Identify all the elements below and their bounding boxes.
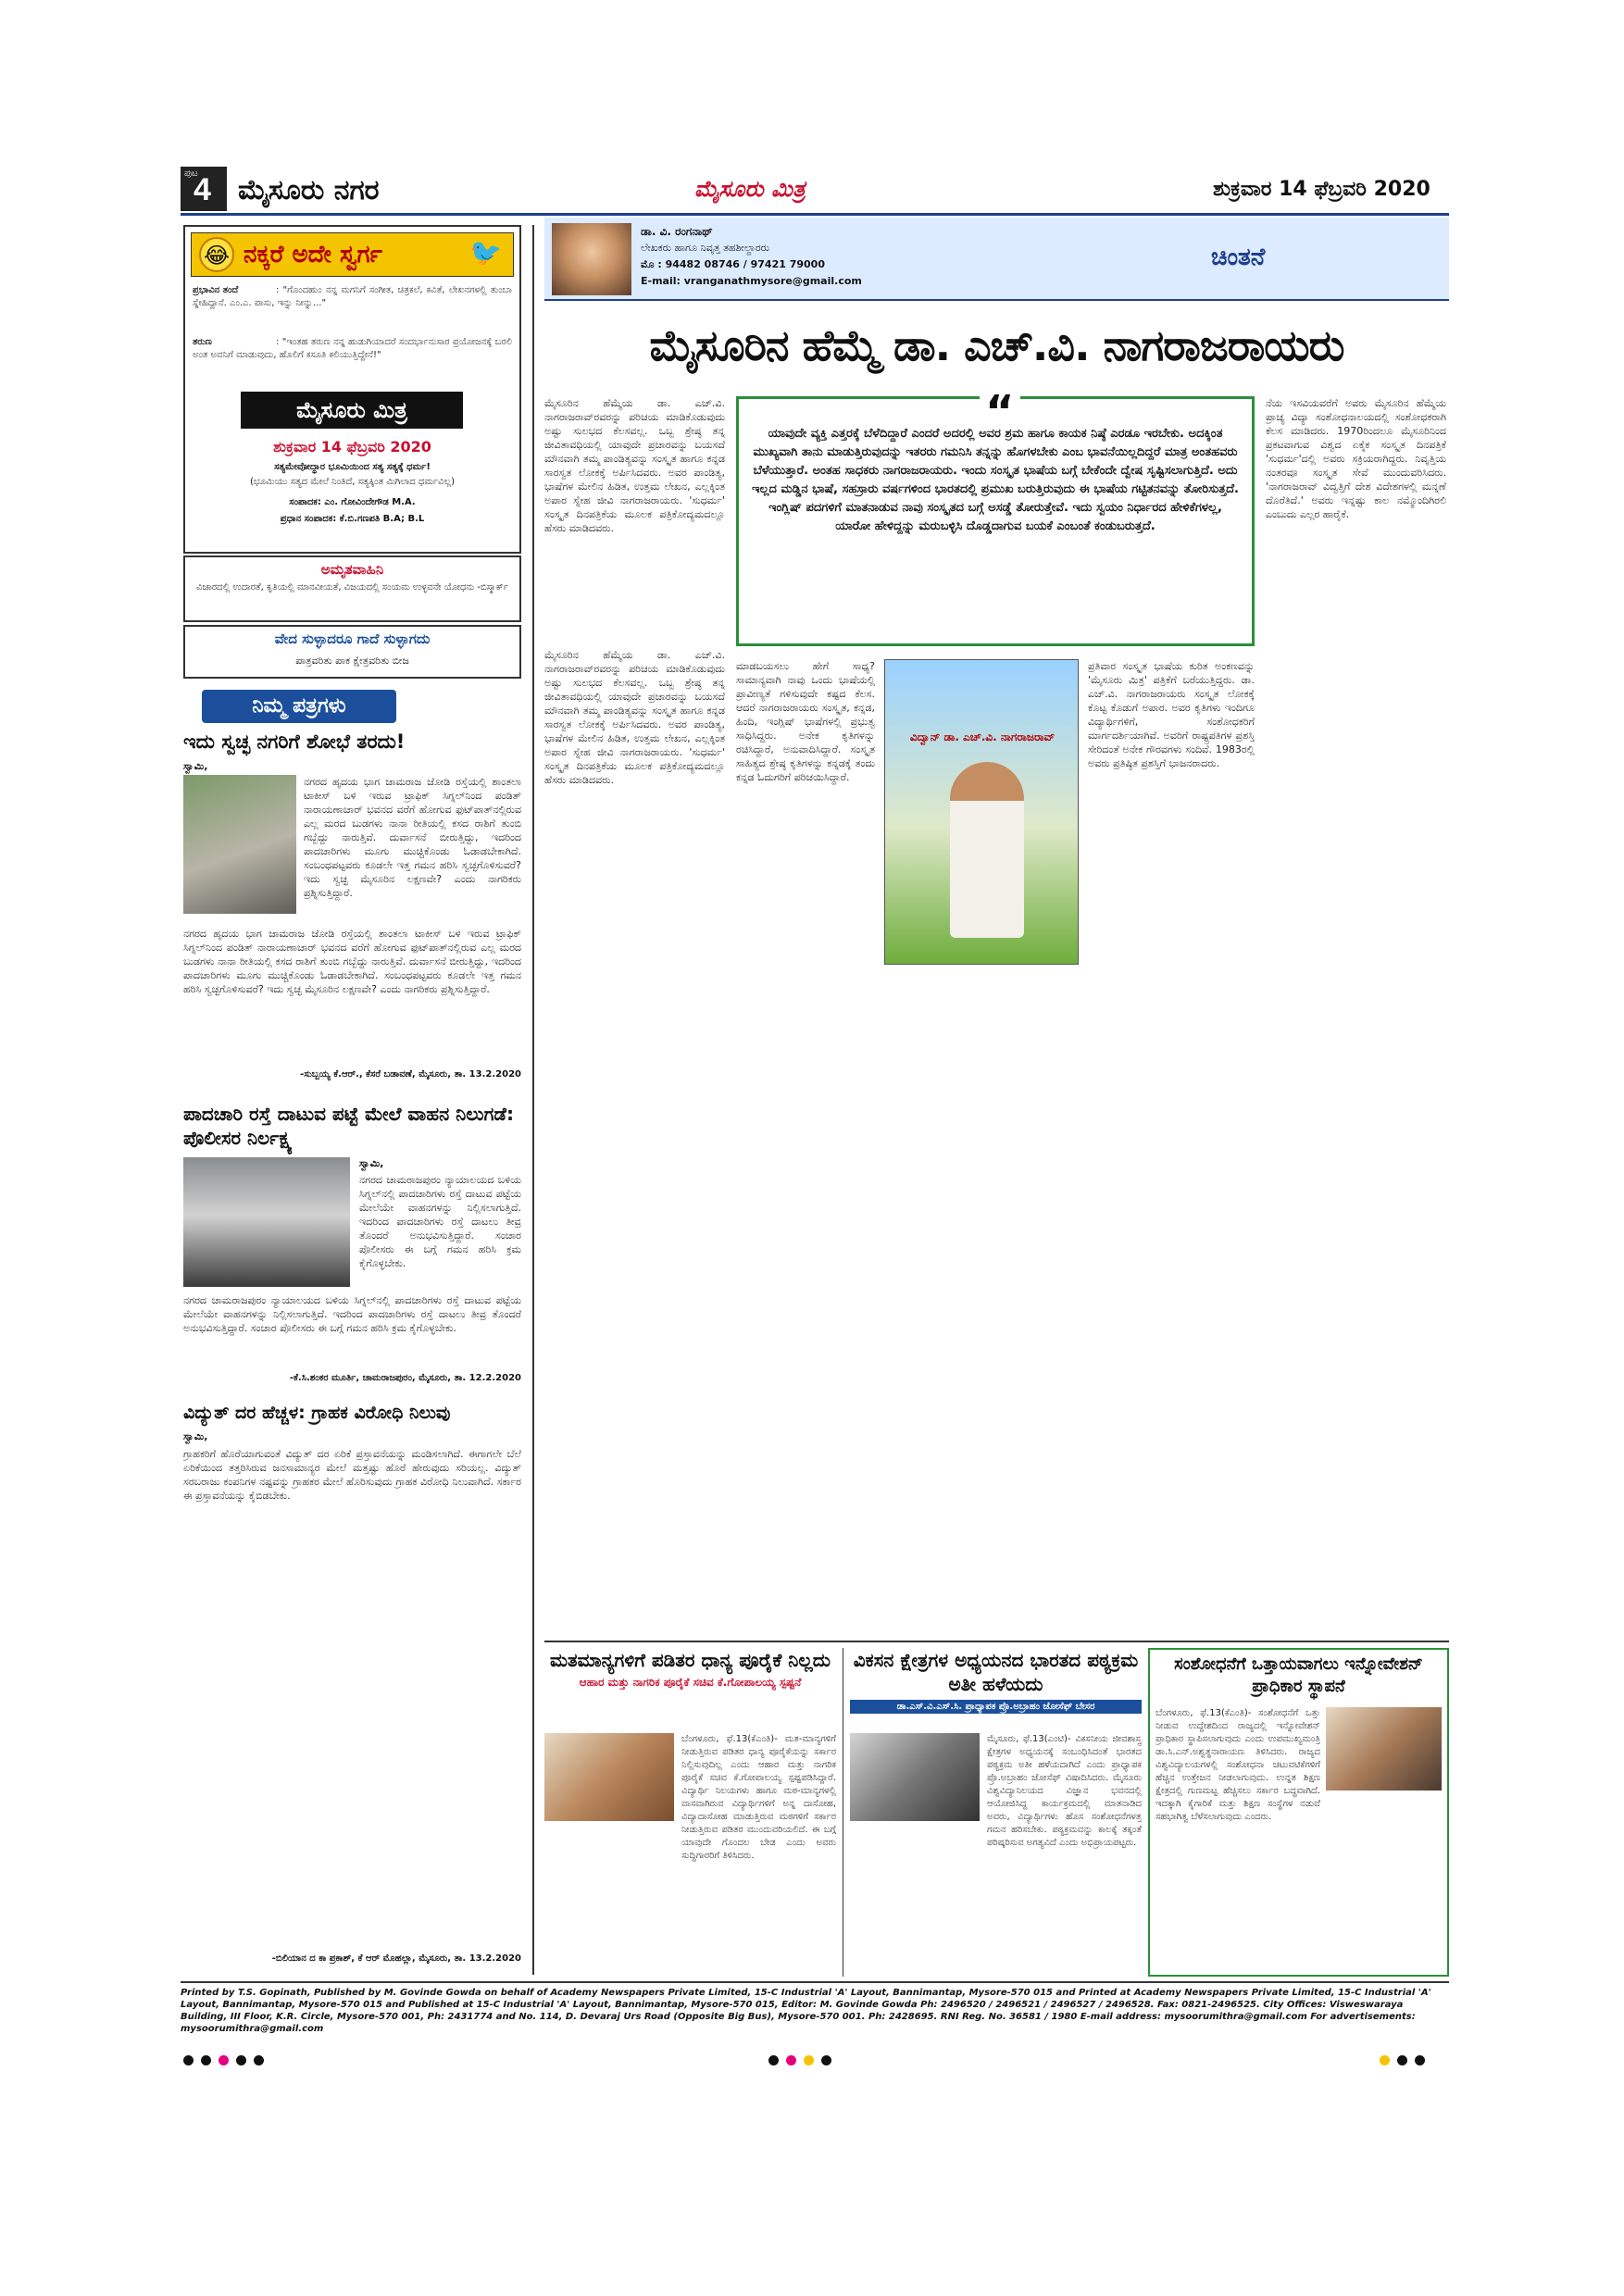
letter-body: ನಗರದ ಚಾಮರಾಜಪುರಂ ನ್ಯಾಯಾಲಯದ ಬಳಿಯ ಸಿಗ್ನಲ್‌ನಲ್ಲಿ ಪಾದಚಾರಿಗಳು ರಸ್ತೆ ದಾಟುವ ಪಟ್ಟೆಯ ಮೇಲೆಯೇ ವಾಹನಗಳನ್ನು ನಿಲ್ಲಿಸಲಾಗುತ್ತಿದೆ. ಇದರಿಂದ ಪಾದಚಾರಿಗಳು ರಸ್ತೆ ದಾಟಲು ತೀವ್ರ ತೊಂದರೆ ಅನುಭವಿಸುತ್ತಿದ್ದಾರೆ. ಸಂಚಾರ ಪೊಲೀಸರು ಈ ಬಗ್ಗೆ ಗಮನ ಹರಿಸಿ ಕ್ರಮ ಕೈಗೊಳ್ಳಬೇಕು.	[359, 1174, 521, 1269]
page-number-badge	[181, 167, 227, 211]
registration-marks-center	[768, 2052, 839, 2069]
letter-body: ನಗರದ ಹೃದಯ ಭಾಗ ಜಾಮರಾಜ ಜೋಡಿ ರಸ್ತೆಯಲ್ಲಿ ಶಾಂತಲಾ ಟಾಕೀಸ್ ಬಳಿ ಇರುವ ಟ್ರಾಫಿಕ್ ಸಿಗ್ನಲ್‌ನಿಂದ ಪಂಡಿತ್ ನಾರಾಯಣಾಚಾರ್ ಭವನದ ವರೆಗೆ ಹೋಗುವ ಫುಟ್‌ಪಾತ್‌ನಲ್ಲಿರುವ ಎಲ್ಲ ಮರದ ಬುಡಗಳು ನಾನಾ ರೀತಿಯಲ್ಲಿ ಕಸದ ರಾಶಿಗೆ ತುಂಬಿ ಗಬ್ಬೆದ್ದು ನಾರುತ್ತಿವೆ. ದುರ್ವಾಸನೆ ಬೀರುತ್ತಿದ್ದು, ಇದರಿಂದ ಪಾದಚಾರಿಗಳು ಮೂಗು ಮುಚ್ಚಿಕೊಂಡು ಓಡಾಡಬೇಕಾಗಿದೆ. ಸಂಬಂಧಪಟ್ಟವರು ಕೂಡಲೇ ಇತ್ತ ಗಮನ ಹರಿಸಿ ಸ್ವಚ್ಛಗೊಳಿಸುವರೆ? ಇದು ಸ್ವಚ್ಛ ಮೈಸೂರಿನ ಲಕ್ಷಣವೇ? ಎಂದು ನಾಗರಿಕರು ಪ್ರಶ್ನಿಸುತ್ತಿದ್ದಾರೆ.	[304, 776, 521, 899]
amrita-text: ವಿಜಾರದಲ್ಲಿ ಉದಾರತೆ, ಕೃತಿಯಲ್ಲಿ ಮಾನವೀಯತೆ, ವಿಜಯದಲ್ಲಿ ಸಂಯಮ ಉಳ್ಳವನೇ ಯೋಧನು -ಬಿಸ್ಮಾರ್ಕ್	[196, 582, 508, 593]
article-headline: ವಿಕಸನ ಕ್ಷೇತ್ರಗಳ ಅಧ್ಯಯನದ ಭಾರತದ ಪಠ್ಯಕ್ರಮ ಅತೀ ಹಳೆಯದು	[853, 1649, 1139, 1695]
issue-date: ಶುಕ್ರವಾರ 14 ಫೆಬ್ರವರಿ 2020	[1213, 178, 1430, 201]
laughing-face-icon: 😂	[199, 237, 234, 272]
author-box	[544, 218, 1449, 301]
letter-body-continued	[183, 1293, 521, 1367]
page-number: 4	[194, 172, 211, 207]
joke-speaker: ತರುಣ	[193, 337, 212, 347]
letters-title: ನಿಮ್ಮ ಪತ್ರಗಳು	[202, 690, 396, 723]
feature-col-3: ಪ್ರತಿವಾರ ಸಂಸ್ಕೃತ ಭಾಷೆಯ ಕುರಿತ ಅಂಕಣವನ್ನು 'ಮೈಸೂರು ಮಿತ್ರ' ಪತ್ರಿಕೆಗೆ ಬರೆಯುತ್ತಿದ್ದರು. ಡಾ. ಎಚ್.ವಿ. ನಾಗರಾಜರಾಯರು ಸಂಸ್ಕೃತ ಲೋಕಕ್ಕೆ ಕೊಟ್ಟ ಕೊಡುಗೆ ಅಪಾರ. ಅವರ ಕೃತಿಗಳು ಇಂದಿಗೂ ವಿದ್ಯಾರ್ಥಿಗಳಿಗೆ, ಸಂಶೋಧಕರಿಗೆ ಮಾರ್ಗದರ್ಶಿಯಾಗಿವೆ. ಅವರಿಗೆ ರಾಷ್ಟ್ರಪತಿಗಳ ಪ್ರಶಸ್ತಿ ಸೇರಿದಂತೆ ಅನೇಕ ಗೌರವಗಳು ಸಂದಿವೆ. 1983ರಲ್ಲಿ ಅವರು ಪ್ರತಿಷ್ಠಿತ ಪ್ರಶಸ್ತಿಗೆ ಭಾಜನರಾದರು.	[1088, 660, 1255, 769]
registration-marks-left	[183, 2052, 271, 2069]
page-header	[181, 167, 1449, 213]
registration-marks-right	[1380, 2052, 1432, 2069]
article-subhead: ಡಾ.ಎಸ್.ವಿ.ಎಸ್.ಸಿ. ಪ್ರಾಧ್ಯಾಪಕ ಪ್ರೊ.ಅಬ್ರಾಹಂ ಜೋಸೆಫ್ ಬೇಸರ	[850, 1700, 1142, 1714]
letter-body: ಗ್ರಾಹಕರಿಗೆ ಹೊರೆಯಾಗುವಂತೆ ವಿದ್ಯುತ್ ದರ ಏರಿಕೆ ಪ್ರಸ್ತಾವನೆಯನ್ನು ಮಂಡಿಸಲಾಗಿದೆ. ಈಗಾಗಲೇ ಬೆಲೆ ಏರಿಕೆಯಿಂದ ತತ್ತರಿಸಿರುವ ಜನಸಾಮಾನ್ಯರ ಮೇಲೆ ಮತ್ತಷ್ಟು ಹೊರೆ ಹೇರುವುದು ಸರಿಯಲ್ಲ. ವಿದ್ಯುತ್ ಸರಬರಾಜು ಕಂಪನಿಗಳ ನಷ್ಟವನ್ನು ಗ್ರಾಹಕರ ಮೇಲೆ ಹೊರಿಸುವುದು ಗ್ರಾಹಕ ವಿರೋಧಿ ನಿಲುವಾಗಿದೆ. ಸರ್ಕಾರ ಈ ಪ್ರಸ್ತಾವನೆಯನ್ನು ಕೈಬಿಡಬೇಕು.	[183, 1448, 521, 1502]
cartoon-icon: 🐦	[469, 237, 502, 268]
pull-quote-text: ಯಾವುದೇ ವ್ಯಕ್ತಿ ಎತ್ತರಕ್ಕೆ ಬೆಳೆದಿದ್ದಾರೆ ಎಂದರೆ ಅದರಲ್ಲಿ ಅವರ ಶ್ರಮ ಹಾಗೂ ಕಾಯಕ ನಿಷ್ಠೆ ಎರಡೂ ಇರಬೇಕು. ಅದಕ್ಕಿಂತ ಮುಖ್ಯವಾಗಿ ತಾನು ಮಾಡುತ್ತಿರುವುದನ್ನು ಇತರರು ಗಮನಿಸಿ ತನ್ನನ್ನು ಹೊಗಳಬೇಕು ಎಂಬ ಭಾವನೆಯಿಲ್ಲದಿದ್ದರೆ ಮಾತ್ರ ಅಂತಹವರು ಬೆಳೆಯುತ್ತಾರೆ. ಅಂತಹ ಸಾಧಕರು ನಾಗರಾಜರಾಯರು. ಇಂದು ಸಂಸ್ಕೃತ ಭಾಷೆಯ ಬಗ್ಗೆ ಬೇಕೆಂದೇ ದ್ವೇಷ ಸೃಷ್ಟಿಸಲಾಗುತ್ತಿದೆ. ಅದು ಇಲ್ಲದ ಮಡ್ಡಿನ ಭಾಷೆ, ಸಹಸ್ರಾರು ವರ್ಷಗಳಿಂದ ಭಾರತದಲ್ಲಿ ಪ್ರಮುಖ ಬರುತ್ತಿರುವುದು ಈ ಭಾಷೆಯ ಗಟ್ಟಿತನವನ್ನು ತೋರಿಸುತ್ತದೆ. ಇಂಗ್ಲಿಷ್ ಪದಗಳಿಗೆ ಮಾತನಾಡುವ ನಾವು ಸಂಸ್ಕೃತದ ಬಗ್ಗೆ ಅಸಡ್ಡೆ ತೋರುತ್ತೇವೆ. ಇದು ಸ್ವಯಂ ನಿರ್ಧಾರದ ಹೇಳಿಕೆಗಳಲ್ಲ, ಯಾರೋ ಹೇಳಿದ್ದನ್ನು ಮರುಬಳ್ಳಿಸಿ ದೊಡ್ಡದಾಗುವ ಬಯಕೆ ಎಂಬಂತೆ ಕಂಡುಬರುತ್ತದೆ.	[752, 427, 1239, 533]
article-ration	[544, 1648, 836, 1977]
letter-signature: -ಕೆ.ಸಿ.ಶಂಕರ ಮೂರ್ತಿ, ಚಾಮರಾಜಪುರಂ, ಮೈಸೂರು, ತಾ. 12.2.2020	[289, 1373, 521, 1383]
article-subhead: ಆಹಾರ ಮತ್ತು ನಾಗರಿಕ ಪೂರೈಕೆ ಸಚಿವ ಕೆ.ಗೋಪಾಲಯ್ಯ ಸ್ಪಷ್ಟನೆ	[579, 1676, 802, 1689]
joke-box	[183, 225, 521, 554]
amrita-title: ಅಮೃತವಾಹಿನಿ	[320, 561, 384, 578]
footer-rule	[181, 1981, 1449, 1983]
letter-salutation: ಸ್ವಾಮಿ,	[359, 1157, 384, 1169]
article-body: ಮೈಸೂರು, ಫೆ.13(ಎಂಟಿ)- ವಿಕಸನೀಯ ಜೀವಶಾಸ್ತ್ರ ಕ್ಷೇತ್ರಗಳ ಅಧ್ಯಯನಕ್ಕೆ ಸಂಬಂಧಿಸಿದಂತೆ ಭಾರತದ ಪಠ್ಯಕ್ರಮ ಅತೀ ಹಳೆಯದಾಗಿದೆ ಎಂದು ಪ್ರಾಧ್ಯಾಪಕ ಪ್ರೊ.ಅಬ್ರಾಹಂ ಜೋಸೆಫ್ ವಿಷಾದಿಸಿದರು. ಮೈಸೂರು ವಿಶ್ವವಿದ್ಯಾನಿಲಯದ ವಿಜ್ಞಾನ ಭವನದಲ್ಲಿ ಆಯೋಜಿಸಿದ್ದ ಕಾರ್ಯಕ್ರಮದಲ್ಲಿ ಮಾತನಾಡಿದ ಅವರು, ವಿದ್ಯಾರ್ಥಿಗಳು ಹೊಸ ಸಂಶೋಧನೆಗಳತ್ತ ಗಮನ ಹರಿಸಬೇಕು. ಪಠ್ಯಕ್ರಮವನ್ನು ಕಾಲಕ್ಕೆ ತಕ್ಕಂತೆ ಪರಿಷ್ಕರಿಸುವ ಅಗತ್ಯವಿದೆ ಎಂದು ಅಭಿಪ್ರಾಯಪಟ್ಟರು.	[987, 1734, 1142, 1848]
letter-salutation: ಸ್ವಾಮಿ,	[183, 760, 208, 772]
letter-body-text: ನಗರದ ಹೃದಯ ಭಾಗ ಜಾಮರಾಜ ಜೋಡಿ ರಸ್ತೆಯಲ್ಲಿ ಶಾಂತಲಾ ಟಾಕೀಸ್ ಬಳಿ ಇರುವ ಟ್ರಾಫಿಕ್ ಸಿಗ್ನಲ್‌ನಿಂದ ಪಂಡಿತ್ ನಾರಾಯಣಾಚಾರ್ ಭವನದ ವರೆಗೆ ಹೋಗುವ ಫುಟ್‌ಪಾತ್‌ನಲ್ಲಿರುವ ಎಲ್ಲ ಮರದ ಬುಡಗಳು ನಾನಾ ರೀತಿಯಲ್ಲಿ ಕಸದ ರಾಶಿಗೆ ತುಂಬಿ ಗಬ್ಬೆದ್ದು ನಾರುತ್ತಿವೆ. ದುರ್ವಾಸನೆ ಬೀರುತ್ತಿದ್ದು, ಇದರಿಂದ ಪಾದಚಾರಿಗಳು ಮೂಗು ಮುಚ್ಚಿಕೊಂಡು ಓಡಾಡಬೇಕಾಗಿದೆ. ಸಂಬಂಧಪಟ್ಟವರು ಕೂಡಲೇ ಇತ್ತ ಗಮನ ಹರಿಸಿ ಸ್ವಚ್ಛಗೊಳಿಸುವರೆ? ಇದು ಸ್ವಚ್ಛ ಮೈಸೂರಿನ ಲಕ್ಷಣವೇ? ಎಂದು ನಾಗರಿಕರು ಪ್ರಶ್ನಿಸುತ್ತಿದ್ದಾರೆ.	[183, 928, 521, 995]
feature-col-2: ಮಾಡಬಯಸಲು ಹೇಗೆ ಸಾಧ್ಯ? ಸಾಮಾನ್ಯವಾಗಿ ನಾವು ಒಂದು ಭಾಷೆಯಲ್ಲಿ ಪ್ರಾವೀಣ್ಯತೆ ಗಳಿಸುವುದೇ ಕಷ್ಟದ ಕೆಲಸ. ಆದರೆ ನಾಗರಾಜರಾಯರು ಸಂಸ್ಕೃತ, ಕನ್ನಡ, ಹಿಂದಿ, ಇಂಗ್ಲಿಷ್ ಭಾಷೆಗಳಲ್ಲಿ ಪ್ರಭುತ್ವ ಸಾಧಿಸಿದ್ದರು. ಅನೇಕ ಕೃತಿಗಳನ್ನು ರಚಿಸಿದ್ದಾರೆ, ಅನುವಾದಿಸಿದ್ದಾರೆ. ಸಂಸ್ಕೃತ ಸಾಹಿತ್ಯದ ಶ್ರೇಷ್ಠ ಕೃತಿಗಳನ್ನು ಕನ್ನಡಕ್ಕೆ ತಂದು ಕನ್ನಡ ಓದುಗರಿಗೆ ಪರಿಚಯಿಸಿದ್ದಾರೆ.	[736, 660, 875, 783]
veda-box	[183, 625, 521, 679]
joke-speaker: ಪ್ರಭಾವಿನ ತಂದೆ	[193, 285, 239, 295]
street-photo	[183, 775, 296, 914]
author-phone: ಮೊ : 94482 08746 / 97421 79000	[641, 258, 825, 270]
motto-1: ಸತ್ಯಮೇವೋದ್ಧಾರ ಭೂಮಿಯಿಂದ ಸತ್ಯ ಸತ್ಯಕ್ಕೆ ಧರ್ಮ!	[274, 462, 431, 472]
author-email[interactable]: E-mail: vranganathmysore@gmail.com	[641, 275, 862, 287]
masthead-logo: ಮೈಸೂರು ಮಿತ್ರ	[694, 176, 806, 202]
mini-masthead: ಮೈಸೂರು ಮಿತ್ರ	[241, 392, 463, 429]
portrait-figure	[950, 762, 1024, 938]
joke-line-1	[193, 284, 512, 310]
crossing-photo	[183, 1157, 350, 1287]
imprint-line: Printed by T.S. Gopinath, Published by M. Govinde Gowda on behalf of Academy Newspapers Private Limited, 15-C Industrial 'A' Layout, Bannimantap, Mysore-570 015 and Printed at Academy Newspapers Private Limited, 15-C Industrial 'A' Layout, Bannimantap, Mysore-570 015 and Published at 15-C Industrial 'A' Layout, Bannimantap, Mysore-570 015, Editor: M. Govinde Gowda Ph: 2496520 / 2496521 / 2496527 / 2496528. Fax: 0821-2496525. City Offices: Visweswaraya Building, III Floor, K.R. Circle, Mysore-570 001, Ph: 2431774 and No. 114, D. Devaraj Urs Road (Opposite Big Bus), Mysore-570 001. Ph: 2428695. RNI Reg. No. 36581 / 1980 E-mail address: mysoorumithra@gmail.com For advertisements: mysoorumithra@gmail.com	[181, 1988, 1431, 2034]
joke-text: : "ಇಂತಹ ತರುಣ ನನ್ನ ಹುಡುಗಿಯಾದರೆ ಸಂದರ್ಭಾನುಸಾರ ಪ್ರಯೋಜನಕ್ಕೆ ಬರಲಿ ಅಂತ ಅವನಿಗೆ ಮಾಡುವುದು, ಹೊಲಿಗೆ ಕಸೂತಿ ಕಲಿಯುತ್ತಿದ್ದೇನೆ!"	[193, 337, 512, 360]
letter-headline: ಇದು ಸ್ವಚ್ಛ ನಗರಿಗೆ ಶೋಭೆ ತರದು!	[183, 730, 406, 753]
feature-headline: ಮೈಸೂರಿನ ಹೆಮ್ಮೆ ಡಾ. ಎಚ್.ವಿ. ನಾಗರಾಜರಾಯರು	[649, 320, 1344, 370]
portrait-image	[884, 659, 1079, 965]
veda-text: ಪಾತ್ರವರಿತು ಪಾಕ ಕ್ಷೇತ್ರವರಿತು ಬೀಜ	[295, 655, 409, 667]
feature-col-1-continued	[544, 648, 725, 1639]
pull-quote-box	[736, 386, 1255, 646]
mini-date: ಶುಕ್ರವಾರ 14 ಫೆಬ್ರವರಿ 2020	[273, 438, 431, 455]
article-body: ಬೆಂಗಳೂರು, ಫೆ.13(ಕೆಎಂತಿ)- ಮತ-ಮಾನ್ಯಗಳಿಗೆ ನೀಡುತ್ತಿರುವ ಪಡಿತರ ಧಾನ್ಯ ಪೂರೈಕೆಯನ್ನು ಸರ್ಕಾರ ನಿಲ್ಲಿಸುವುದಿಲ್ಲ ಎಂದು ಆಹಾರ ಮತ್ತು ನಾಗರಿಕ ಪೂರೈಕೆ ಸಚಿವ ಕೆ.ಗೋಪಾಲಯ್ಯ ಸ್ಪಷ್ಟಪಡಿಸಿದ್ದಾರೆ. ವಿದ್ಯಾರ್ಥಿ ನಿಲಯಗಳು ಹಾಗೂ ಮಠ-ಮಾನ್ಯಗಳಲ್ಲಿ ವಾಸವಾಗಿರುವ ವಿದ್ಯಾರ್ಥಿಗಳಿಗೆ ಅನ್ನ ದಾಸೋಹ, ವಿದ್ಯಾದಾಸೋಹ ಮಾಡುತ್ತಿರುವ ಮಠಗಳಿಗೆ ಸರ್ಕಾರ ನೀಡುತ್ತಿರುವ ಪಡಿತರ ಮುಂದುವರಿಯಲಿದೆ. ಈ ಬಗ್ಗೆ ಯಾವುದೇ ಗೊಂದಲ ಬೇಡ ಎಂದು ಅವರು ಸುದ್ದಿಗಾರರಿಗೆ ತಿಳಿಸಿದರು.	[681, 1734, 836, 1861]
letter-signature: -ಬಿಲಿಯಾನ ದ ಕಾ ಪ್ರಕಾಶ್, ಕೆ ಆರ್ ಮೊಹಲ್ಲಾ, ಮೈಸೂರು, ತಾ. 13.2.2020	[271, 1953, 521, 1964]
letter-signature: -ಸುಬ್ಬಯ್ಯ ಕೆ.ಆರ್., ಕೆಸರೆ ಬಡಾವಣೆ, ಮೈಸೂರು, ತಾ. 13.2.2020	[300, 1069, 521, 1079]
article-innovation	[1148, 1648, 1449, 1977]
letters-section	[183, 690, 521, 1981]
chief-editor-line: ಪ್ರಧಾನ ಸಂಪಾದಕ: ಕೆ.ಬಿ.ಗಣಪತಿ B.A; B.L	[280, 514, 425, 524]
feature-col-4: ನೆಯ ಇಸವಿಯವರೆಗೆ ಅವರು ಮೈಸೂರಿನ ಹೆಮ್ಮೆಯ ಪ್ರಾಚ್ಯ ವಿದ್ಯಾ ಸಂಶೋಧನಾಲಯದಲ್ಲಿ ಸಂಶೋಧಕರಾಗಿ ಕೆಲಸ ಮಾಡಿದರು. 1970ರಿಂದಲೂ ಮೈಸೂರಿನಿಂದ ಪ್ರಕಟವಾಗುವ ವಿಶ್ವದ ಏಕೈಕ ಸಂಸ್ಕೃತ ದಿನಪತ್ರಿಕೆ 'ಸುಧರ್ಮ'ದಲ್ಲಿ ಅವರು ಸಕ್ರಿಯರಾಗಿದ್ದರು. ನಿವೃತ್ತಿಯ ನಂತರವೂ ಸಂಸ್ಕೃತ ಸೇವೆ ಮುಂದುವರಿಸಿದರು. 'ನಾಗರಾಜರಾವ್ ವಿದ್ವತ್ತಿಗೆ ದೇಶ ವಿದೇಶಗಳಲ್ಲಿ ಮನ್ನಣೆ ದೊರೆತಿದೆ.' ಅವರು ಇನ್ನಷ್ಟು ಕಾಲ ನಮ್ಮೊಂದಿಗಿರಲಿ ಎಂಬುದು ಎಲ್ಲರ ಹಾರೈಕೆ.	[1266, 397, 1446, 520]
veda-title: ವೇದ ಸುಳ್ಳಾದರೂ ಗಾದೆ ಸುಳ್ಳಾಗದು	[274, 630, 431, 647]
deputy-cm-photo	[1326, 1707, 1442, 1791]
article-syllabus	[850, 1648, 1142, 1977]
header-rule	[181, 213, 1449, 216]
letter-headline: ವಿದ್ಯುತ್ ದರ ಹೆಚ್ಚಳ: ಗ್ರಾಹಕ ವಿರೋಧಿ ನಿಲುವು	[183, 1403, 451, 1423]
amrita-box	[183, 555, 521, 622]
image-caption: ವಿದ್ವಾನ್ ಡಾ. ಎಚ್.ವಿ. ನಾಗರಾಜರಾವ್	[909, 730, 1056, 743]
feature-bottom-rule	[544, 1641, 1449, 1642]
article-headline: ಮತಮಾನ್ಯಗಳಿಗೆ ಪಡಿತರ ಧಾನ್ಯ ಪೂರೈಕೆ ನಿಲ್ಲದು	[549, 1649, 831, 1671]
column-name: ಚಿಂತನೆ	[1211, 243, 1266, 271]
joke-header	[191, 232, 514, 277]
quote-mark-icon: “	[980, 386, 1020, 438]
minister-photo	[544, 1733, 674, 1821]
motto-2: (ಭೂಮಿಯು ಸತ್ಯದ ಮೇಲೆ ನಿಂತಿದೆ, ಸತ್ಯಕ್ಕಿಂತ ಮಿಗಿಲಾದ ಧರ್ಮವಿಲ್ಲ)	[249, 477, 456, 487]
joke-line-2	[193, 336, 512, 362]
letter-headline: ಪಾದಚಾರಿ ರಸ್ತೆ ದಾಟುವ ಪಟ್ಟೆ ಮೇಲೆ ವಾಹನ ನಿಲುಗಡೆ: ಪೊಲೀಸರ ನಿರ್ಲಕ್ಷ್ಯ	[183, 1103, 514, 1149]
letter-body-text: ನಗರದ ಚಾಮರಾಜಪುರಂ ನ್ಯಾಯಾಲಯದ ಬಳಿಯ ಸಿಗ್ನಲ್‌ನಲ್ಲಿ ಪಾದಚಾರಿಗಳು ರಸ್ತೆ ದಾಟುವ ಪಟ್ಟೆಯ ಮೇಲೆಯೇ ವಾಹನಗಳನ್ನು ನಿಲ್ಲಿಸಲಾಗುತ್ತಿದೆ. ಇದರಿಂದ ಪಾದಚಾರಿಗಳು ರಸ್ತೆ ದಾಟಲು ತೀವ್ರ ತೊಂದರೆ ಅನುಭವಿಸುತ್ತಿದ್ದಾರೆ. ಸಂಚಾರ ಪೊಲೀಸರು ಈ ಬಗ್ಗೆ ಗಮನ ಹರಿಸಿ ಕ್ರಮ ಕೈಗೊಳ್ಳಬೇಕು.	[183, 1294, 521, 1334]
article-body: ಬೆಂಗಳೂರು, ಫೆ.13(ಕೆಎಂತಿ)- ಸಂಶೋಧನೆಗೆ ಒತ್ತು ನೀಡುವ ಉದ್ದೇಶದಿಂದ ರಾಜ್ಯದಲ್ಲಿ ಇನ್ನೋವೇಶನ್ ಪ್ರಾಧಿಕಾರ ಸ್ಥಾಪಿಸಲಾಗುವುದು ಎಂದು ಉಪಮುಖ್ಯಮಂತ್ರಿ ಡಾ.ಸಿ.ಎನ್.ಅಶ್ವತ್ಥನಾರಾಯಣ ತಿಳಿಸಿದರು. ರಾಜ್ಯದ ವಿಶ್ವವಿದ್ಯಾಲಯಗಳಲ್ಲಿ ಸಂಶೋಧನಾ ಚಟುವಟಿಕೆಗಳಿಗೆ ಹೆಚ್ಚಿನ ಉತ್ತೇಜನ ನೀಡಲಾಗುವುದು. ಉನ್ನತ ಶಿಕ್ಷಣ ಕ್ಷೇತ್ರದಲ್ಲಿ ಗುಣಮಟ್ಟ ಹೆಚ್ಚಿಸಲು ಸರ್ಕಾರ ಬದ್ಧವಾಗಿದೆ. ಇದಕ್ಕಾಗಿ ಕೈಗಾರಿಕೆ ಮತ್ತು ಶಿಕ್ಷಣ ಸಂಸ್ಥೆಗಳ ನಡುವೆ ಸಹಭಾಗಿತ್ವ ಬೆಳೆಸಲಾಗುವುದು ಎಂದರು.	[1156, 1708, 1320, 1822]
editor-line: ಸಂಪಾದಕ: ಎಂ. ಗೋವಿಂದೇಗೌಡ M.A.	[289, 497, 416, 507]
page-label: ಪುಟ	[184, 168, 198, 179]
article-headline: ಸಂಶೋಧನೆಗೆ ಒತ್ತಾಯವಾಗಲು ಇನ್ನೋವೇಶನ್ ಪ್ರಾಧಿಕಾರ ಸ್ಥಾಪನೆ	[1174, 1654, 1423, 1696]
column-divider	[532, 225, 534, 1975]
letter-body-continued	[183, 927, 521, 1066]
feature-col-1-text: ಮೈಸೂರಿನ ಹೆಮ್ಮೆಯ ಡಾ. ಎಚ್.ವಿ. ನಾಗರಾಜರಾವ್‌ರವರನ್ನು ಪರಿಚಯ ಮಾಡಿಕೊಡುವುದು ಅಷ್ಟು ಸುಲಭದ ಕೆಲಸವಲ್ಲ. ಒಬ್ಬ ಶ್ರೇಷ್ಠ ತನ್ನ ಜೀವಿತಾವಧಿಯಲ್ಲಿ ಯಾವುದೇ ಪ್ರಚಾರವನ್ನು ಬಯಸದೆ ಮೌನವಾಗಿ ತಮ್ಮ ಪಾಂಡಿತ್ಯವನ್ನು ಸಂಸ್ಕೃತ ಹಾಗೂ ಕನ್ನಡ ಸಾರಸ್ವತ ಲೋಕಕ್ಕೆ ಅರ್ಪಿಸಿದವರು. ಅವರ ಪಾಂಡಿತ್ಯ, ಭಾಷೆಗಳ ಮೇಲಿನ ಹಿಡಿತ, ಉತ್ತಮ ಲೇಖನ, ಎಲ್ಲಕ್ಕಿಂತ ಅಪಾರ ಸ್ನೇಹ ಜೀವಿ ನಾಗರಾಜರಾಯರು. 'ಸುಧರ್ಮ' ಸಂಸ್ಕೃತ ದಿನಪತ್ರಿಕೆಯ ಮೂಲಕ ಪತ್ರಿಕೋದ್ಯಮದಲ್ಲೂ ಹೆಸರು ಮಾಡಿದವರು.	[544, 649, 725, 786]
joke-title: ನಕ್ಕರೆ ಅದೇ ಸ್ವರ್ಗ	[244, 241, 382, 268]
speaker-photo	[850, 1733, 980, 1821]
feature-col-1: ಮೈಸೂರಿನ ಹೆಮ್ಮೆಯ ಡಾ. ಎಚ್.ವಿ. ನಾಗರಾಜರಾವ್‌ರವರನ್ನು ಪರಿಚಯ ಮಾಡಿಕೊಡುವುದು ಅಷ್ಟು ಸುಲಭದ ಕೆಲಸವಲ್ಲ. ಒಬ್ಬ ಶ್ರೇಷ್ಠ ತನ್ನ ಜೀವಿತಾವಧಿಯಲ್ಲಿ ಯಾವುದೇ ಪ್ರಚಾರವನ್ನು ಬಯಸದೆ ಮೌನವಾಗಿ ತಮ್ಮ ಪಾಂಡಿತ್ಯವನ್ನು ಸಂಸ್ಕೃತ ಹಾಗೂ ಕನ್ನಡ ಸಾರಸ್ವತ ಲೋಕಕ್ಕೆ ಅರ್ಪಿಸಿದವರು. ಅವರ ಪಾಂಡಿತ್ಯ, ಭಾಷೆಗಳ ಮೇಲಿನ ಹಿಡಿತ, ಉತ್ತಮ ಲೇಖನ, ಎಲ್ಲಕ್ಕಿಂತ ಅಪಾರ ಸ್ನೇಹ ಜೀವಿ ನಾಗರಾಜರಾಯರು. 'ಸುಧರ್ಮ' ಸಂಸ್ಕೃತ ದಿನಪತ್ರಿಕೆಯ ಮೂಲಕ ಪತ್ರಿಕೋದ್ಯಮದಲ್ಲೂ ಹೆಸರು ಮಾಡಿದವರು.	[544, 397, 725, 534]
author-role: ಲೇಖಕರು ಹಾಗೂ ನಿವೃತ್ತ ತಹಶೀಲ್ದಾರರು	[641, 242, 770, 254]
letter-salutation: ಸ್ವಾಮಿ,	[183, 1430, 208, 1442]
section-title: ಮೈಸೂರು ನಗರ	[238, 174, 380, 206]
author-photo	[552, 223, 631, 295]
joke-text: : "ಗೊಂದಹುಂ ನನ್ನ ಮಗನಿಗೆ ಸಂಗೀತ, ಚಿತ್ರಕಲೆ, ಕವಿತೆ, ಲೇಖನಗಳಲ್ಲಿ ತುಂಬಾ ಸ್ನೇಹಿದ್ದಾನೆ. ಎಂ.ಎ. ಪಾಸು, ಇನ್ನು ನೀನ್ನು..."	[193, 285, 512, 308]
author-name: ಡಾ. ವಿ. ರಂಗನಾಥ್	[641, 225, 713, 238]
